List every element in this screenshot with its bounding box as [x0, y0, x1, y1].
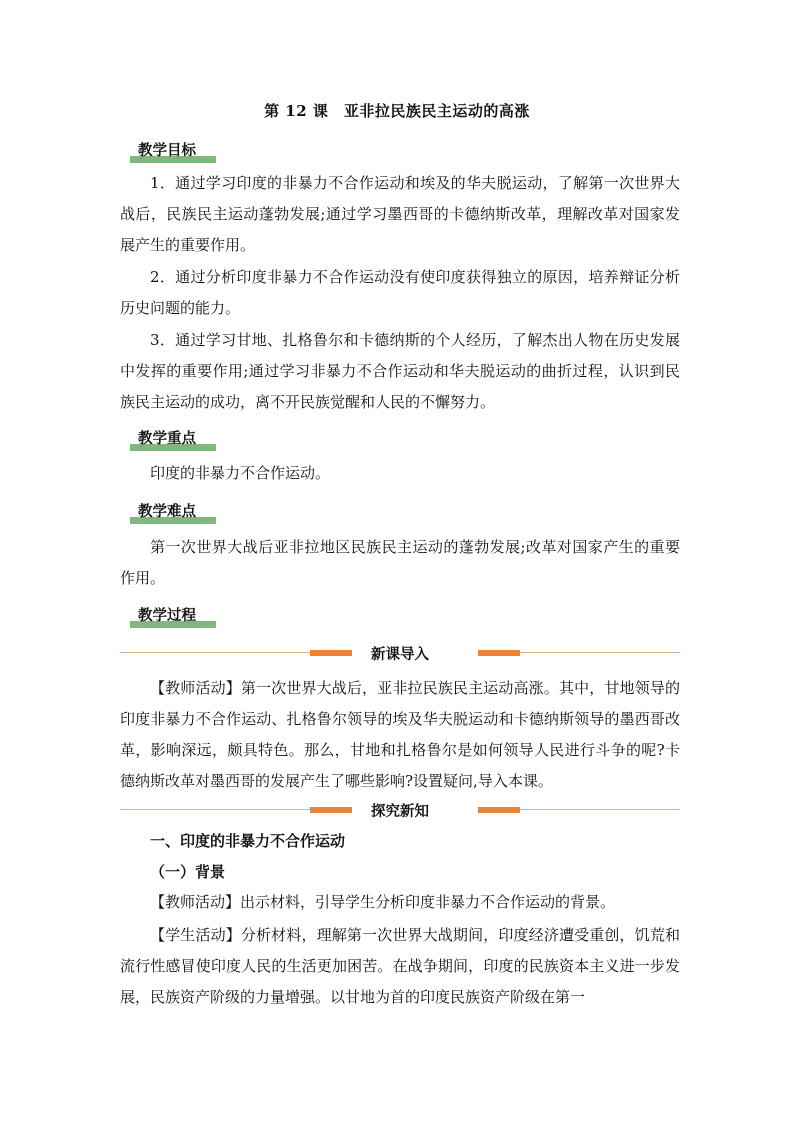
section-heading-label: 教学难点: [138, 504, 196, 520]
section-heading-label: 教学目标: [138, 143, 196, 159]
difficult-point-text: 第一次世界大战后亚非拉地区民族民主运动的蓬勃发展;改革对国家产生的重要作用。: [120, 538, 680, 587]
student-activity: 【学生活动】分析材料，理解第一次世界大战期间，印度经济遭受重创，饥荒和流行性感冒使印度人民的生活更加困苦。在战争期间，印度的民族资本主义进一步发展，民族资产阶级的力量增强。以甘地为首的印度民族资产阶级在第一: [120, 926, 680, 1006]
section-heading-label: 教学重点: [138, 431, 196, 447]
teacher-activity: 【教师活动】出示材料，引导学生分析印度非暴力不合作运动的背景。: [150, 893, 616, 911]
intro-paragraph: 【教师活动】第一次世界大战后，亚非拉民族民主运动高涨。其中，甘地领导的印度非暴力不合作运动、扎格鲁尔领导的埃及华夫脱运动和卡德纳斯领导的墨西哥改革，影响深远，颇具特色。那么，甘地和扎格鲁尔是如何领导人民进行斗争的呢?卡德纳斯改革对墨西哥的发展产生了哪些影响?设置疑问,导入本课。: [120, 679, 680, 790]
section-heading-goals: [130, 139, 216, 163]
lesson-title: 第 12 课 亚非拉民族民主运动的高涨: [264, 102, 530, 120]
goal-paragraph-2: 2．通过分析印度非暴力不合作运动没有使印度获得独立的原因，培养辩证分析历史问题的能力。: [120, 268, 680, 317]
divider-explore: [120, 800, 680, 820]
part1-subheading: （一）背景: [150, 863, 226, 881]
divider-label: 探究新知: [371, 804, 429, 820]
section-heading-key: [130, 427, 216, 451]
section-heading-label: 教学过程: [138, 608, 196, 624]
divider-label: 新课导入: [371, 647, 429, 663]
section-heading-difficult: [130, 500, 216, 524]
goal-paragraph-1: 1．通过学习印度的非暴力不合作运动和埃及的华夫脱运动，了解第一次世界大战后，民族民主运动蓬勃发展;通过学习墨西哥的卡德纳斯改革，理解改革对国家发展产生的重要作用。: [120, 174, 680, 254]
key-point-text: 印度的非暴力不合作运动。: [150, 464, 331, 482]
section-heading-process: [130, 604, 216, 628]
part1-heading: 一、印度的非暴力不合作运动: [150, 832, 346, 850]
divider-intro: [120, 643, 680, 663]
goal-paragraph-3: 3．通过学习甘地、扎格鲁尔和卡德纳斯的个人经历，了解杰出人物在历史发展中发挥的重要作用;通过学习非暴力不合作运动和华夫脱运动的曲折过程，认识到民族民主运动的成功，离不开民族觉醒和人民的不懈努力。: [120, 331, 680, 411]
